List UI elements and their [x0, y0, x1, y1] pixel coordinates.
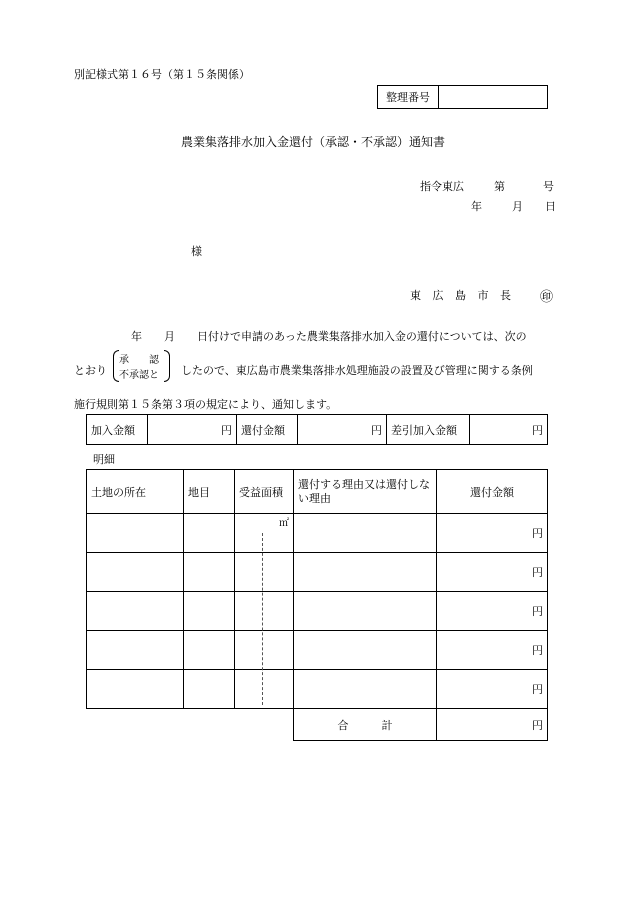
summary-table — [86, 414, 548, 445]
total-row — [87, 709, 548, 741]
category-cell[interactable] — [184, 631, 235, 670]
date-day: 日 — [545, 200, 556, 213]
area-cell[interactable] — [235, 553, 294, 592]
refund-amount-field[interactable]: 円 — [298, 415, 387, 445]
date-year: 年 — [471, 200, 482, 213]
choice-reject: 不承認と — [119, 370, 159, 381]
body-line-3: 施行規則第１５条第３項の規定により、通知します。 — [74, 398, 338, 411]
refund-amount-label: 還付金額 — [237, 415, 298, 445]
total-amount-field[interactable]: 円 — [437, 709, 548, 741]
choice-approve: 承 認 — [119, 355, 159, 366]
table-row — [87, 553, 548, 592]
total-row-spacer — [87, 709, 294, 741]
reason-cell[interactable] — [294, 631, 437, 670]
location-cell[interactable] — [87, 514, 184, 553]
category-cell[interactable] — [184, 592, 235, 631]
body-line-1: 年 月 日付けで申請のあった農業集落排水加入金の還付については、次の — [131, 330, 527, 343]
reference-number-field[interactable] — [439, 86, 548, 109]
area-cell[interactable] — [235, 592, 294, 631]
details-table — [86, 469, 548, 741]
category-cell[interactable] — [184, 670, 235, 709]
choice-bracket-right — [164, 350, 170, 382]
amount-cell[interactable]: 円 — [437, 670, 548, 709]
reference-number-label: 整理番号 — [378, 86, 439, 109]
addressee-suffix: 様 — [191, 245, 202, 258]
body-line-2-rest: したので、東広島市農業集落排水処理施設の設置及び管理に関する条例 — [181, 364, 533, 377]
table-row — [87, 670, 548, 709]
amount-cell[interactable]: 円 — [437, 514, 548, 553]
table-row — [87, 592, 548, 631]
notice-number-prefix: 指令東広 — [420, 180, 464, 193]
area-cell[interactable] — [235, 631, 294, 670]
location-cell[interactable] — [87, 631, 184, 670]
column-category: 地目 — [184, 470, 235, 514]
paid-amount-field[interactable]: 円 — [148, 415, 237, 445]
area-cell[interactable]: ㎡ — [235, 514, 294, 553]
category-cell[interactable] — [184, 514, 235, 553]
column-reason: 還付する理由又は還付しない理由 — [294, 470, 437, 514]
reason-cell[interactable] — [294, 514, 437, 553]
category-cell[interactable] — [184, 553, 235, 592]
location-cell[interactable] — [87, 670, 184, 709]
reason-cell[interactable] — [294, 553, 437, 592]
area-cell[interactable] — [235, 670, 294, 709]
location-cell[interactable] — [87, 553, 184, 592]
difference-amount-label: 差引加入金額 — [387, 415, 470, 445]
total-label: 合 計 — [294, 709, 437, 741]
document-title: 農業集落排水加入金還付（承認・不承認）通知書 — [181, 135, 446, 149]
column-location: 土地の所在 — [87, 470, 184, 514]
location-cell[interactable] — [87, 592, 184, 631]
difference-amount-field[interactable]: 円 — [470, 415, 548, 445]
details-section-label: 明細 — [93, 453, 115, 466]
area-column-dashed-divider — [262, 533, 263, 705]
amount-cell[interactable]: 円 — [437, 592, 548, 631]
notice-number-go: 号 — [543, 180, 554, 193]
paid-amount-label: 加入金額 — [87, 415, 148, 445]
amount-cell[interactable]: 円 — [437, 631, 548, 670]
reason-cell[interactable] — [294, 670, 437, 709]
table-row — [87, 631, 548, 670]
table-row — [87, 514, 548, 553]
date-month: 月 — [512, 200, 523, 213]
seal-mark: ㊞ — [540, 290, 554, 305]
form-number: 別記様式第１６号（第１５条関係） — [74, 68, 250, 81]
reason-cell[interactable] — [294, 592, 437, 631]
column-amount: 還付金額 — [437, 470, 548, 514]
amount-cell[interactable]: 円 — [437, 553, 548, 592]
notice-number-dai: 第 — [494, 180, 505, 193]
issuer-name: 東 広 島 市 長 — [410, 289, 515, 302]
column-area: 受益面積 — [235, 470, 294, 514]
details-header-row — [87, 470, 548, 514]
body-line-2-prefix: とおり — [74, 364, 107, 377]
reference-number-box — [377, 85, 548, 109]
